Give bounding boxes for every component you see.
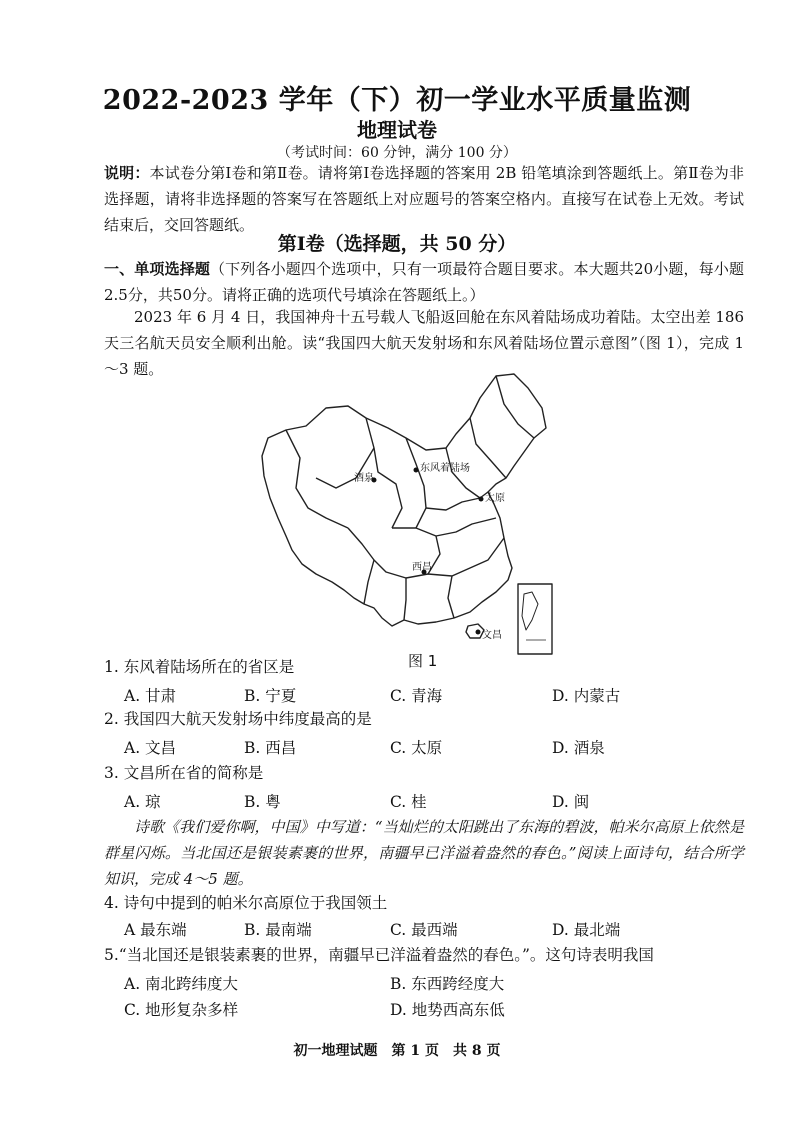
wenchang-label: 文昌 (482, 630, 502, 641)
taiyuan-label: 太原 (485, 493, 505, 504)
question-5-option-d: D. 地势西高东低 (390, 1001, 505, 1019)
question-5-option-a: A. 南北跨纬度大 (124, 975, 239, 993)
question-4-option-d: D. 最北端 (552, 921, 621, 939)
question-3-option-d: D. 闽 (552, 793, 590, 811)
wenchang-marker (476, 630, 481, 635)
taiyuan-marker (479, 497, 484, 502)
exam-subtitle: 地理试卷 (357, 118, 437, 142)
dongfeng-marker (414, 468, 419, 473)
question-1-option-d: D. 内蒙古 (552, 687, 621, 705)
passage-2: 诗歌《我们爱你啊，中国》中写道：“当灿烂的太阳跳出了东海的碧波，帕米尔高原上依然是群星闪烁。当北国还是银装素裹的世界，南疆早已洋溢着盎然的春色。”阅读上面诗句，结合所学知识，完成 4～5 题。 (104, 818, 744, 888)
question-3-option-b: B. 粤 (244, 793, 281, 811)
question-2-option-c: C. 太原 (390, 739, 443, 757)
xichang-label: 西昌 (412, 562, 432, 573)
question-5-option-b: B. 东西跨经度大 (390, 975, 505, 993)
section-heading (104, 256, 744, 308)
china-map-figure (256, 368, 556, 658)
question-1-option-c: C. 青海 (390, 687, 443, 705)
question-5-stem: 5.“当北国还是银装素裹的世界，南疆早已洋溢着盎然的春色。”。这句诗表明我国 (104, 946, 654, 964)
section-heading-text: （下列各小题四个选项中，只有一项最符合题目要求。本大题共20小题，每小题2.5分，共50分。请将正确的选项代号填涂在答题纸上。） (104, 260, 744, 304)
question-3-option-c: C. 桂 (390, 793, 427, 811)
jiuquan-label: 酒泉 (354, 473, 374, 484)
question-4-option-c: C. 最西端 (390, 921, 458, 939)
figure-caption: 图 1 (408, 652, 438, 670)
page-footer: 初一地理试题 第 1 页 共 8 页 (293, 1043, 501, 1059)
question-2-option-b: B. 西昌 (244, 739, 297, 757)
question-3-option-a: A. 琼 (124, 793, 161, 811)
dongfeng-label: 东风着陆场 (420, 463, 470, 474)
instructions (104, 160, 744, 238)
section-heading-label: 一、单项选择题 (104, 260, 211, 278)
question-4-option-b: B. 最南端 (244, 921, 312, 939)
question-3-stem: 3. 文昌所在省的简称是 (104, 764, 264, 782)
section-title: 第Ⅰ卷（选择题，共 50 分） (277, 233, 517, 255)
question-1-option-a: A. 甘肃 (124, 687, 177, 705)
question-2-option-a: A. 文昌 (124, 739, 177, 757)
exam-title: 2022-2023 学年（下）初一学业水平质量监测 (102, 85, 692, 116)
exam-time-info: （考试时间：60 分钟，满分 100 分） (277, 145, 517, 161)
question-2-stem: 2. 我国四大航天发射场中纬度最高的是 (104, 710, 372, 728)
question-1-stem: 1. 东风着陆场所在的省区是 (104, 658, 295, 676)
question-4-option-a: A 最东端 (124, 921, 187, 939)
passage-1: 2023 年 6 月 4 日，我国神舟十五号载人飞船返回舱在东风着陆场成功着陆。太空出差 186 天三名航天员安全顺利出舱。读“我国四大航天发射场和东风着陆场位置示意图”（图 1），完成 1～3 题。 (104, 308, 744, 378)
question-5-option-c: C. 地形复杂多样 (124, 1001, 239, 1019)
question-4-stem: 4. 诗句中提到的帕米尔高原位于我国领土 (104, 894, 388, 912)
instructions-label: 说明： (104, 164, 150, 182)
question-1-option-b: B. 宁夏 (244, 687, 297, 705)
instructions-text: 本试卷分第Ⅰ卷和第Ⅱ卷。请将第Ⅰ卷选择题的答案用 2B 铅笔填涂到答题纸上。第Ⅱ卷为非选择题，请将非选择题的答案写在答题纸上对应题号的答案空格内。直接写在试卷上无效。考试结束后，交回答题纸。 (104, 164, 744, 234)
question-2-option-d: D. 酒泉 (552, 739, 605, 757)
